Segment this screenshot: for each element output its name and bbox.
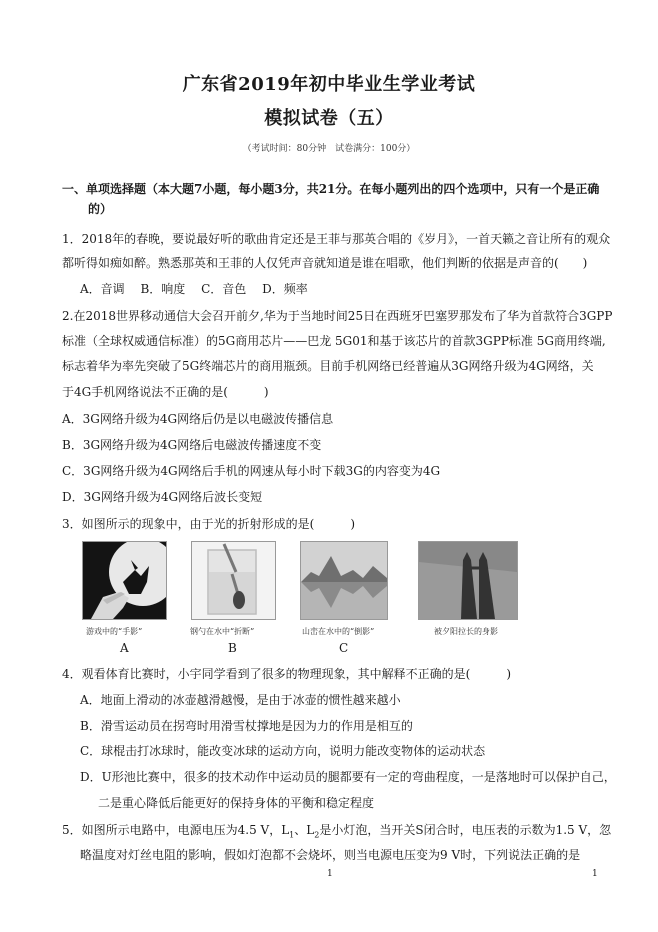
question-4-option-d-line-1: D．U形池比赛中，很多的技术动作中运动员的腿都要有一定的弯曲程度，一是落地时可以保护自己， <box>80 770 616 784</box>
question-2-option-c: C．3G网络升级为4G网络后手机的网速从每小时下载3G的内容变为4G <box>62 464 441 478</box>
exam-info: （考试时间：80分钟 试卷满分：100分） <box>242 144 416 154</box>
question-2-option-d: D．3G网络升级为4G网络后波长变短 <box>62 490 263 504</box>
label-a: A <box>120 641 129 655</box>
exam-title: 广东省2019年初中毕业生学业考试 <box>182 74 476 95</box>
section-heading: 一、单项选择题（本大题7小题，每小题3分，共21分。在每小题列出的四个选项中，只有一个是正确 <box>62 182 600 196</box>
caption-long-shadow: 被夕阳拉长的身影 <box>434 627 498 636</box>
exam-subtitle: 模拟试卷（五） <box>264 108 394 129</box>
question-1-line-1: 1．2018年的春晚，要说最好听的歌曲肯定还是王菲与那英合唱的《岁月》，一首天籁之音让所有的观众 <box>62 232 611 246</box>
caption-mountain: 山峦在水中的“倒影” <box>302 627 375 636</box>
question-2-line-1: 2.在2018世界移动通信大会召开前夕,华为于当地时间25日在西班牙巴塞罗那发布了华为首款符合3GPP <box>62 309 613 323</box>
caption-spoon: 钢勺在水中“折断” <box>190 627 255 636</box>
page-number: 1 <box>327 869 333 879</box>
question-4-option-c: C．球棍击打冰球时，能改变冰球的运动方向，说明力能改变物体的运动状态 <box>80 744 486 758</box>
question-3-stem: 3．如图所示的现象中，由于光的折射形成的是( ) <box>62 517 356 531</box>
question-1-line-2: 都听得如痴如醉。熟悉那英和王菲的人仅凭声音就知道是谁在唱歌，他们判断的依据是声音的( ) <box>62 256 588 270</box>
question-1-options: A．音调 B．响度 C．音色 D．频率 <box>80 282 308 296</box>
spoon-in-water-image <box>191 541 276 620</box>
question-2-line-2: 标准（全球权威通信标准）的5G商用芯片——巴龙 5G01和基于该芯片的首款3GPP标准 5G商用终端, <box>62 334 606 348</box>
question-2-option-a: A．3G网络升级为4G网络后仍是以电磁波传播信息 <box>62 412 334 426</box>
long-shadow-image <box>418 541 518 620</box>
question-4-option-a: A．地面上滑动的冰壶越滑越慢，是由于冰壶的惯性越来越小 <box>80 693 401 707</box>
question-2-line-3: 标志着华为率先突破了5G终端芯片的商用瓶颈。目前手机网络已经普遍从3G网络升级为4G网络，关 <box>62 359 594 373</box>
mountain-reflection-image <box>300 541 388 620</box>
page-number-right: 1 <box>592 869 598 879</box>
question-5-line-1: 5．如图所示电路中，电源电压为4.5 V，$L_1$、$L_2$是小灯泡，当开关S闭合时，电压表的示数为1.5 V，忽 <box>62 823 612 840</box>
question-4-option-b: B．滑雪运动员在拐弯时用滑雪杖撑地是因为力的作用是相互的 <box>80 719 413 733</box>
label-c: C <box>339 641 349 655</box>
question-5-line-2: 略温度对灯丝电阻的影响，假如灯泡都不会烧坏，则当电源电压变为9 V时，下列说法正确的是 <box>80 848 581 862</box>
section-heading-cont: 的） <box>88 202 113 216</box>
hand-shadow-image <box>82 541 167 620</box>
caption-hand-shadow: 游戏中的“手影” <box>86 627 143 636</box>
question-2-option-b: B．3G网络升级为4G网络后电磁波传播速度不变 <box>62 438 322 452</box>
question-4-option-d-line-2: 二是重心降低后能更好的保持身体的平衡和稳定程度 <box>98 796 375 810</box>
question-4-stem: 4．观看体育比赛时，小宇同学看到了很多的物理现象，其中解释不正确的是( ) <box>62 667 512 681</box>
question-2-line-4: 于4G手机网络说法不正确的是( ) <box>62 385 269 399</box>
label-b: B <box>228 641 237 655</box>
